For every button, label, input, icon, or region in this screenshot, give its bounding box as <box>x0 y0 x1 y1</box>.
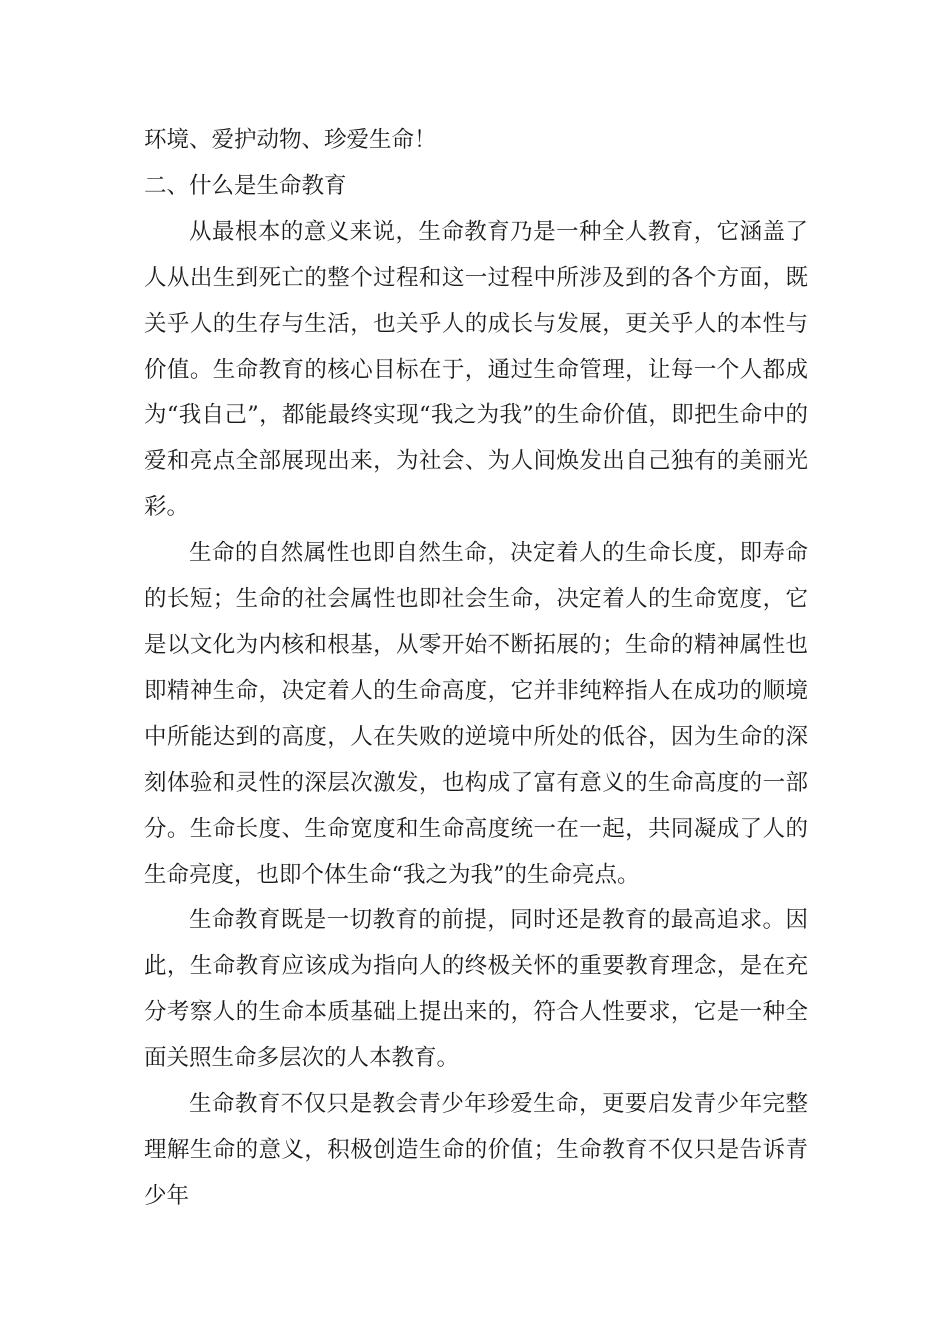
paragraph-3: 生命教育既是一切教育的前提，同时还是教育的最高追求。因此，生命教育应该成为指向人的终极关怀的重要教育理念，是在充分考察人的生命本质基础上提出来的，符合人性要求，它是一种全面关照生命多层次的人本教育。 <box>144 907 808 1072</box>
document-body <box>144 118 808 1220</box>
paragraph-1: 从最根本的意义来说，生命教育乃是一种全人教育，它涵盖了人从出生到死亡的整个过程和这一过程中所涉及到的各个方面，既关乎人的生存与生活，也关乎人的成长与发展，更关乎人的本性与价值。生命教育的核心目标在于，通过生命管理，让每一个人都成为“我自己”，都能最终实现“我之为我”的生命价值，即把生命中的爱和亮点全部展现出来，为社会、为人间焕发出自己独有的美丽光彩。 <box>144 218 808 521</box>
section-heading: 二、什么是生命教育 <box>144 172 347 199</box>
paragraph-2: 生命的自然属性也即自然生命，决定着人的生命长度，即寿命的长短；生命的社会属性也即社会生命，决定着人的生命宽度，它是以文化为内核和根基，从零开始不断拓展的；生命的精神属性也即精神生命，决定着人的生命高度，它并非纯粹指人在成功的顺境中所能达到的高度，人在失败的逆境中所处的低谷，因为生命的深刻体验和灵性的深层次激发，也构成了富有意义的生命高度的一部分。生命长度、生命宽度和生命高度统一在一起，共同凝成了人的生命亮度，也即个体生命“我之为我”的生命亮点。 <box>144 540 808 888</box>
paragraph-4: 生命教育不仅只是教会青少年珍爱生命，更要启发青少年完整理解生命的意义，积极创造生命的价值；生命教育不仅只是告诉青少年 <box>144 1091 808 1209</box>
continuation-text: 环境、爱护动物、珍爱生命！ <box>144 127 437 153</box>
